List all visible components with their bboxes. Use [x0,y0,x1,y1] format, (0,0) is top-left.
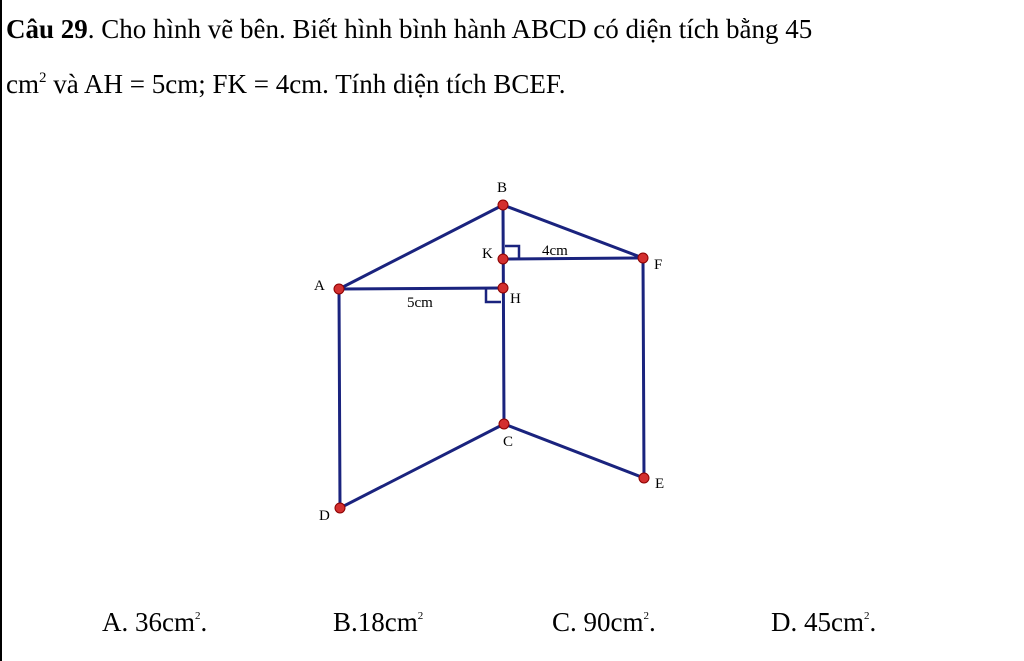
segment-ab [339,205,503,289]
segment-bf [503,205,643,258]
answer-c-value: 90cm [583,607,644,637]
answer-d-letter: D. [771,607,798,637]
answer-c-suffix: . [649,607,656,637]
question-number: Câu 29 [6,14,88,44]
segment-bc [503,205,504,424]
label-ah-length: 5cm [407,295,433,311]
answer-a-exp: 2 [195,610,201,622]
point-c [499,419,509,429]
answer-b-letter: B. [333,607,358,637]
point-h [498,283,508,293]
answer-d-exp: 2 [864,610,870,622]
label-a: A [314,278,325,294]
segment-kf [503,258,643,259]
segment-fe [643,258,644,478]
label-f: F [654,257,663,273]
segment-ce [504,424,644,478]
point-b [498,200,508,210]
label-d: D [319,508,330,524]
point-d [335,503,345,513]
answer-a-letter: A. [102,607,129,637]
answer-b-value: 18cm [357,607,418,637]
answer-b[interactable] [333,607,423,638]
unit-exponent: 2 [39,70,47,86]
point-f [638,253,648,263]
answer-d-suffix: . [869,607,877,637]
segment-ad [339,289,340,508]
answer-a-suffix: . [200,607,208,637]
answer-d-value: 45cm [804,607,864,637]
label-h: H [510,291,521,307]
answer-b-exp: 2 [417,610,424,622]
answer-c[interactable] [552,607,656,638]
point-k [498,254,508,264]
answer-c-letter: C. [552,607,577,637]
answer-options [0,607,1024,652]
answer-a-value: 36cm [135,607,195,637]
question-text-part1: . Cho hình vẽ bên. Biết hình bình hành ABCD có diện tích bằng 45 [87,14,813,44]
label-fk-length: 4cm [542,243,568,259]
question-text-part2: và AH = 5cm; FK = 4cm. Tính diện tích BCEF. [46,69,566,99]
unit-base: cm [6,69,39,99]
answer-c-exp: 2 [643,610,650,622]
segment-dc [340,424,504,508]
answer-d[interactable] [771,607,876,638]
label-k: K [482,246,493,262]
point-e [639,473,649,483]
segment-ah [339,288,503,289]
answer-a[interactable] [102,607,207,638]
label-b: B [497,180,508,196]
point-a [334,284,344,294]
label-e: E [655,476,665,492]
label-c: C [503,434,514,450]
